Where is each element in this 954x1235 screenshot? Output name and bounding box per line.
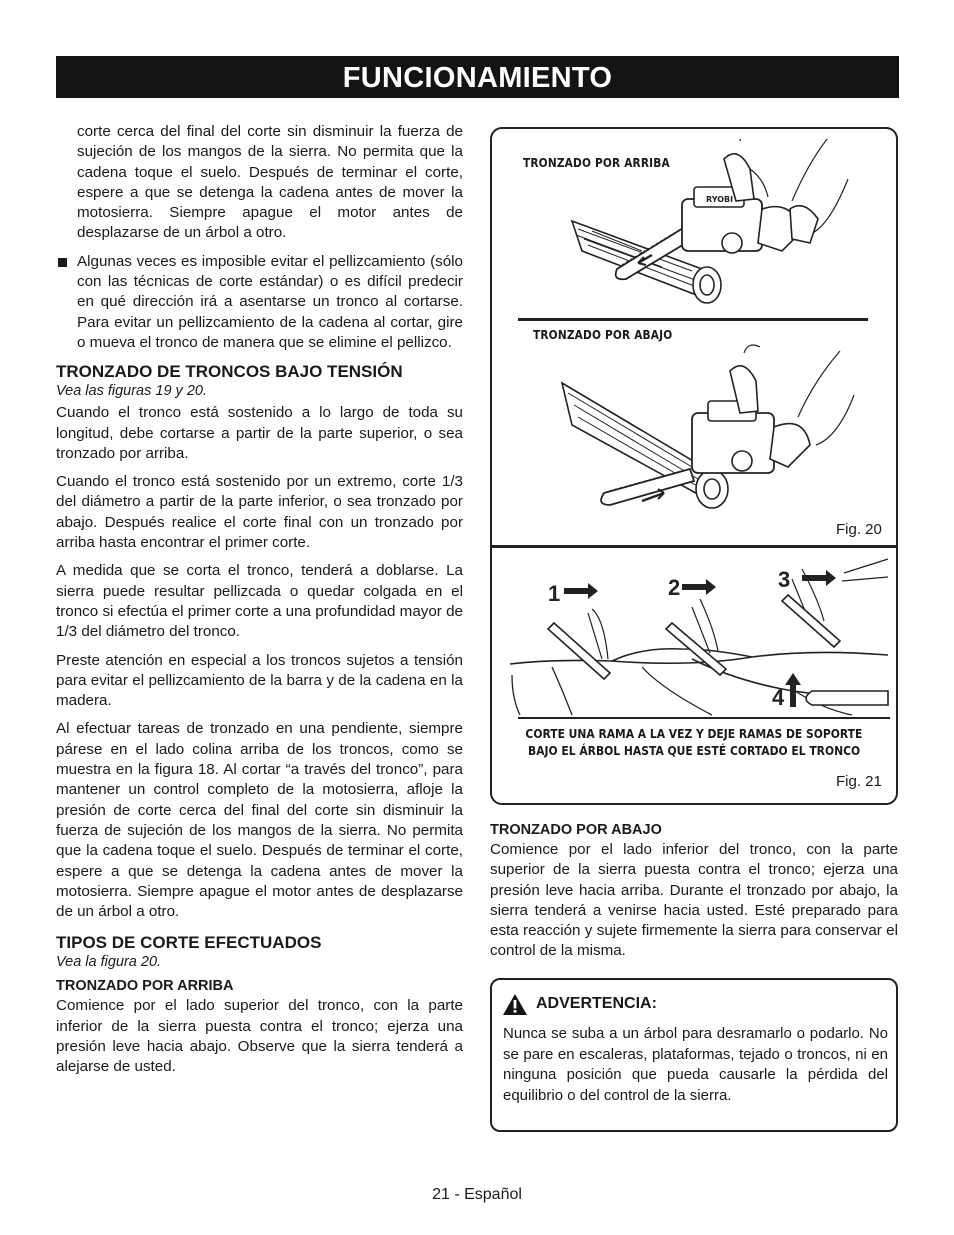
paragraph: A medida que se corta el tronco, tenderá a doblarse. La sierra puede resultar pellizcada o quedar colgada en el tronco si efectúa el primer corte a una profundidad mayor de 1/3 del diámetro del tronco. (56, 562, 463, 641)
warning-title: ADVERTENCIA: (536, 995, 657, 1012)
label-overbuck: TRONZADO POR ARRIBA (523, 156, 670, 170)
divider (518, 717, 890, 719)
paragraph: Al efectuar tareas de tronzado en una pendiente, siempre párese en el lado colina arriba de los troncos, como se muestra en la figura 18. Al cortar “a través del tronco”, para mantener un control completo de la motosierra, afloje la presión de corte cerca del final del corte sin disminuir la fuerza de sujeción de los mangos de la sierra. No permita que la cadena toque el suelo. Después de terminar el corte, espere a que se detenga la cadena antes de mover la motosierra. Siempre apague el motor antes de desplazarse de un árbol a otro. (56, 720, 463, 921)
caption-line: CORTE UNA RAMA A LA VEZ Y DEJE RAMAS DE SOPORTE (525, 726, 863, 741)
right-column (490, 820, 898, 970)
paragraph: Cuando el tronco está sostenido a lo largo de toda su longitud, debe cortarse a partir de la parte superior, o sea tronzado por arriba. (56, 404, 463, 462)
step-number: 2 (668, 575, 681, 600)
warning-header (502, 992, 657, 1016)
paragraph: Cuando el tronco está sostenido por un extremo, corte 1/3 del diámetro a partir de la parte inferior, o sea tronzado por abajo. Después realice el corte final con un tronzado por arriba hasta encontrar el primer corte. (56, 473, 463, 552)
figure-reference: Vea las figuras 19 y 20. (56, 383, 207, 400)
paragraph: Preste atención en especial a los troncos sujetos a tensión para evitar el pellizcamiento de la barra y de la cadena en la madera. (56, 651, 463, 710)
section-heading-tension: TRONZADO DE TRONCOS BAJO TENSIÓN (56, 362, 403, 382)
step-number: 1 (548, 581, 561, 606)
bullet-pinch: Algunas veces es imposible evitar el pellizcamiento (sólo con las técnicas de corte estándar) o es difícil predecir en qué dirección irá a asentarse un tronco al cortarse. Para evitar un pellizcamiento de la cadena al cortar, gire o mueva el tronco de manera que se elimine el pellizco. (56, 252, 463, 353)
left-column (56, 122, 463, 1086)
subheading-overbuck: TRONZADO POR ARRIBA (56, 978, 234, 995)
paragraph-continuation: corte cerca del final del corte sin disminuir la fuerza de sujeción de los mangos de la sierra. No permita que la cadena toque el suelo. Después de terminar el corte, espere a que se detenga la cadena antes de mover la motosierra. Siempre apague el motor antes de desplazarse de un árbol a otro. (77, 123, 463, 242)
divider (492, 545, 896, 548)
figure-reference: Vea la figura 20. (56, 954, 162, 971)
section-heading-cut-types: TIPOS DE CORTE EFECTUADOS (56, 933, 322, 953)
step-number: 3 (778, 567, 791, 592)
fig21-caption (492, 725, 896, 759)
step-number: 4 (772, 685, 785, 710)
warning-box (490, 978, 898, 1132)
caption-line: BAJO EL ÁRBOL HASTA QUE ESTÉ CORTADO EL TRONCO (527, 743, 861, 758)
fig20-label: Fig. 20 (836, 521, 882, 538)
warning-text: Nunca se suba a un árbol para desramarlo o podarlo. No se pare en escaleras, plataformas, tejado o troncos, ni en ninguna posición que pueda causarle la pérdida del equilibrio o del control de la sierra. (503, 1025, 888, 1104)
underbuck-illustration (492, 341, 896, 511)
divider (518, 318, 868, 321)
fig21-label: Fig. 21 (836, 773, 882, 790)
warning-triangle-icon (502, 993, 528, 1016)
paragraph: Comience por el lado inferior del tronco, con la parte superior de la sierra puesta contra el tronco; ejerza una presión leve hacia arriba. Durante el tronzado por abajo, la sierra tenderá a venirse hacia usted. Esté preparado para esta reacción y sujete firmemente la sierra para conservar el control de la misma. (490, 841, 898, 960)
figure-box (490, 127, 898, 805)
page-number: 21 - Español (432, 1186, 522, 1203)
subheading-underbuck: TRONZADO POR ABAJO (490, 822, 662, 838)
branch-cutting-illustration (492, 549, 896, 721)
paragraph: Comience por el lado superior del tronco, con la parte inferior de la sierra puesta contra el tronco; ejerza una presión leve hacia abajo. Observe que la sierra tenderá a alejarse de usted. (56, 997, 463, 1076)
label-underbuck: TRONZADO POR ABAJO (533, 328, 673, 342)
page-title: FUNCIONAMIENTO (56, 56, 899, 98)
overbuck-illustration (492, 139, 896, 309)
svg-text:RYOBI: RYOBI (706, 195, 734, 204)
